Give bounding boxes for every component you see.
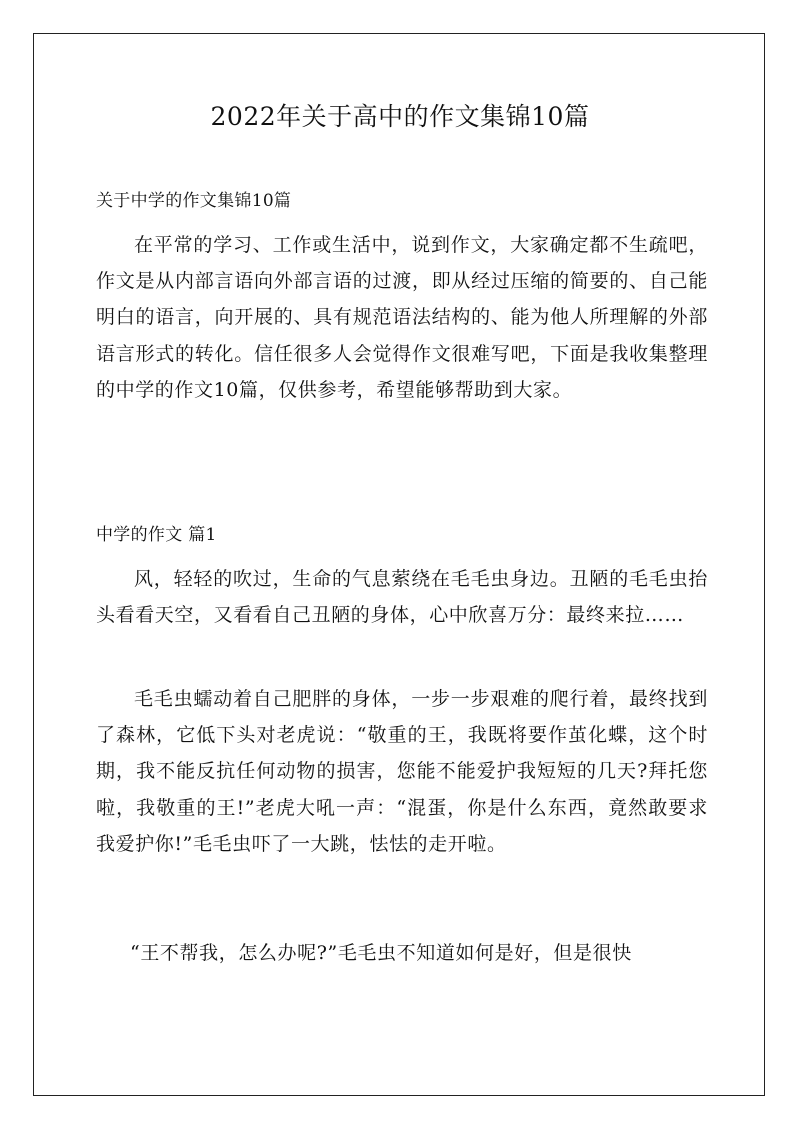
intro-paragraph: 在平常的学习、工作或生活中，说到作文，大家确定都不生疏吧，作文是从内部言语向外部言语的过渡，即从经过压缩的简要的、自己能明白的语言，向开展的、具有规范语法结构的、能为他人所理解的外部语言形式的转化。信任很多人会觉得作文很难写吧，下面是我收集整理的中学的作文10篇，仅供参考，希望能够帮助到大家。 (96, 234, 708, 401)
body-paragraph-2: 毛毛虫蠕动着自己肥胖的身体，一步一步艰难的爬行着，最终找到了森林，它低下头对老虎说：“敬重的王，我既将要作茧化蝶，这个时期，我不能反抗任何动物的损害，您能不能爱护我短短的几天?拜托您啦，我敬重的王!”老虎大吼一声：“混蛋，你是什么东西，竟然敢要求我爱护你!”毛毛虫吓了一大跳，怯怯的走开啦。 (96, 688, 708, 855)
body-paragraph-1: 风，轻轻的吹过，生命的气息萦绕在毛毛虫身边。丑陋的毛毛虫抬头看看天空，又看看自己丑陋的身体，心中欣喜万分：最终来拉…… (96, 568, 708, 627)
body-paragraph-3: “王不帮我，怎么办呢?”毛毛虫不知道如何是好，但是很快 (130, 942, 632, 964)
intro-heading: 关于中学的作文集锦10篇 (96, 191, 292, 211)
document-title: 2022年关于高中的作文集锦10篇 (210, 102, 590, 131)
section-heading: 中学的作文 篇1 (96, 525, 217, 545)
